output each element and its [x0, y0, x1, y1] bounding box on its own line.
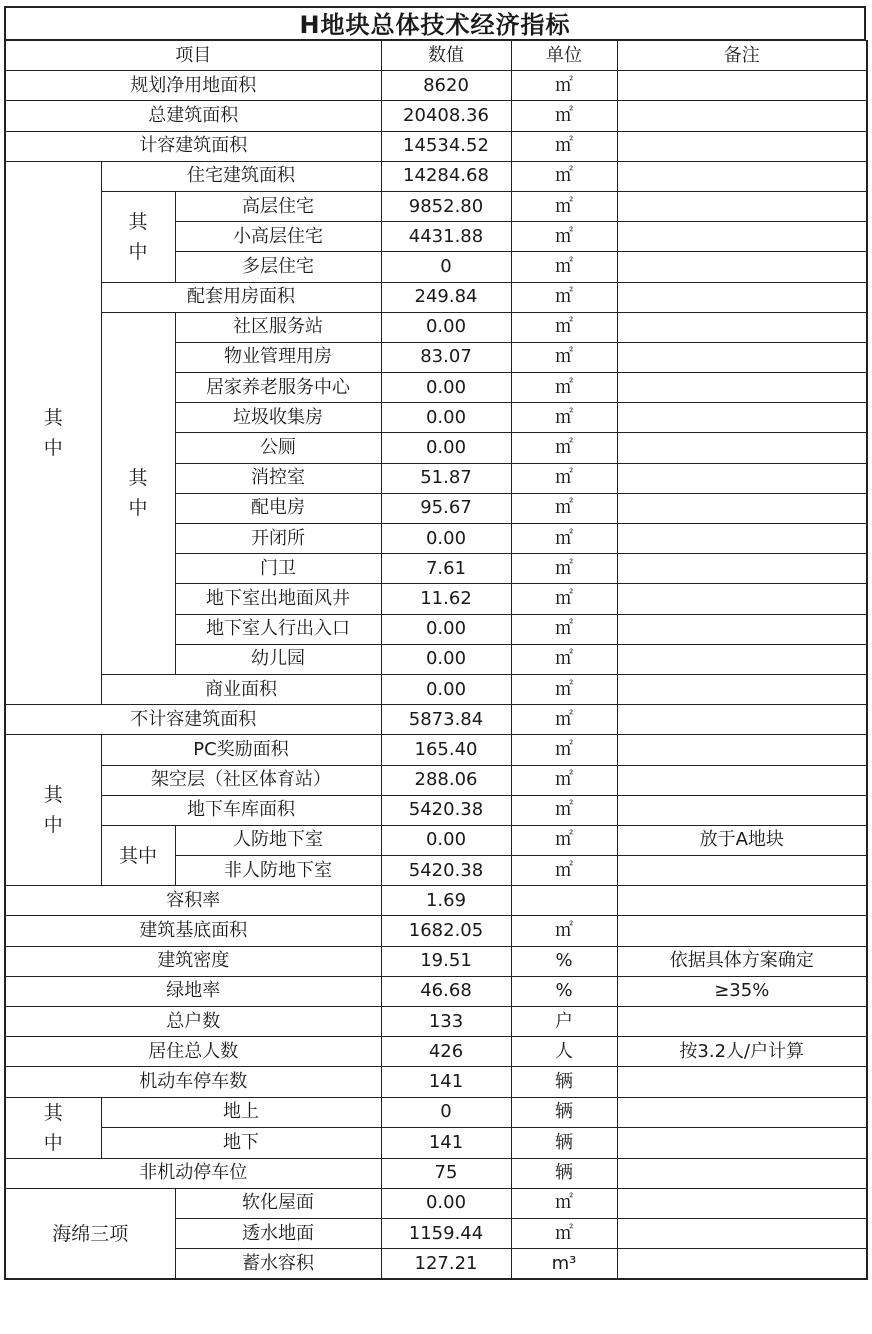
table-row	[5, 825, 867, 855]
row-unit: ㎡	[511, 252, 617, 282]
row-value: 288.06	[381, 765, 511, 795]
row-value: 5873.84	[381, 705, 511, 735]
row-value: 0.00	[381, 825, 511, 855]
row-note	[617, 644, 867, 674]
row-unit: ㎡	[511, 433, 617, 463]
row-value: 0.00	[381, 312, 511, 342]
row-label: 地下室出地面风井	[175, 584, 381, 614]
header-value: 数值	[381, 41, 511, 71]
row-value: 20408.36	[381, 101, 511, 131]
row-value: 0.00	[381, 1188, 511, 1218]
row-label: 垃圾收集房	[175, 403, 381, 433]
table-row	[5, 765, 867, 795]
row-value: 19.51	[381, 946, 511, 976]
row-unit: %	[511, 976, 617, 1006]
table-row	[5, 131, 867, 161]
row-note	[617, 795, 867, 825]
row-value: 0	[381, 252, 511, 282]
row-note	[617, 493, 867, 523]
row-label: 非人防地下室	[175, 856, 381, 886]
row-note: 按3.2人/户计算	[617, 1037, 867, 1067]
row-unit: ㎡	[511, 795, 617, 825]
row-note	[617, 886, 867, 916]
row-unit	[511, 886, 617, 916]
row-unit: ㎡	[511, 191, 617, 221]
row-value: 165.40	[381, 735, 511, 765]
table-row	[5, 674, 867, 704]
row-label: 小高层住宅	[175, 222, 381, 252]
row-note	[617, 1158, 867, 1188]
table-row	[5, 946, 867, 976]
row-note	[617, 101, 867, 131]
row-value: 0.00	[381, 403, 511, 433]
row-value: 0	[381, 1097, 511, 1128]
row-note	[617, 71, 867, 101]
row-note	[617, 916, 867, 946]
table-title: H地块总体技术经济指标	[4, 6, 866, 40]
row-note	[617, 765, 867, 795]
row-label: 人防地下室	[175, 825, 381, 855]
row-unit: ㎡	[511, 825, 617, 855]
row-value: 75	[381, 1158, 511, 1188]
group-sponge: 海绵三项	[5, 1188, 175, 1279]
row-value: 0.00	[381, 373, 511, 403]
group-a: 其 中	[5, 161, 101, 704]
row-value: 1.69	[381, 886, 511, 916]
row-unit: ㎡	[511, 101, 617, 131]
table-row	[5, 1067, 867, 1097]
row-value: 5420.38	[381, 856, 511, 886]
row-label: 居住总人数	[5, 1037, 381, 1067]
table-row	[5, 1007, 867, 1037]
table-row	[5, 1037, 867, 1067]
row-note	[617, 463, 867, 493]
row-value: 0.00	[381, 644, 511, 674]
row-value: 1682.05	[381, 916, 511, 946]
row-label: 地下	[101, 1128, 381, 1159]
row-unit: ㎡	[511, 131, 617, 161]
table-row	[5, 1158, 867, 1188]
row-value: 5420.38	[381, 795, 511, 825]
row-value: 46.68	[381, 976, 511, 1006]
row-label: 配电房	[175, 493, 381, 523]
row-note	[617, 342, 867, 372]
row-value: 141	[381, 1067, 511, 1097]
group-b1: 其中	[101, 825, 175, 885]
table-row	[5, 101, 867, 131]
row-note	[617, 1249, 867, 1280]
header-unit: 单位	[511, 41, 617, 71]
row-unit: ㎡	[511, 1188, 617, 1218]
row-unit: 辆	[511, 1067, 617, 1097]
row-label: 住宅建筑面积	[101, 161, 381, 191]
row-note	[617, 403, 867, 433]
row-label: 社区服务站	[175, 312, 381, 342]
row-unit: ㎡	[511, 554, 617, 584]
row-value: 0.00	[381, 614, 511, 644]
row-value: 8620	[381, 71, 511, 101]
row-note	[617, 1218, 867, 1248]
row-unit: %	[511, 946, 617, 976]
row-note: 放于A地块	[617, 825, 867, 855]
table-row	[5, 312, 867, 342]
row-note	[617, 1188, 867, 1218]
table-row	[5, 976, 867, 1006]
row-note	[617, 524, 867, 554]
row-unit: ㎡	[511, 644, 617, 674]
row-value: 127.21	[381, 1249, 511, 1280]
row-value: 14534.52	[381, 131, 511, 161]
row-unit: ㎡	[511, 71, 617, 101]
table-row	[5, 1097, 867, 1128]
row-value: 14284.68	[381, 161, 511, 191]
row-label: 容积率	[5, 886, 381, 916]
row-note: 依据具体方案确定	[617, 946, 867, 976]
row-label: 总户数	[5, 1007, 381, 1037]
table-row	[5, 1188, 867, 1218]
row-value: 249.84	[381, 282, 511, 312]
row-unit: ㎡	[511, 765, 617, 795]
row-note	[617, 705, 867, 735]
table-row	[5, 191, 867, 221]
table-row	[5, 71, 867, 101]
group-a1: 其 中	[101, 191, 175, 282]
table-row	[5, 161, 867, 191]
row-label: 地下室人行出入口	[175, 614, 381, 644]
row-label: 机动车停车数	[5, 1067, 381, 1097]
row-value: 9852.80	[381, 191, 511, 221]
row-label: 不计容建筑面积	[5, 705, 381, 735]
row-unit: 人	[511, 1037, 617, 1067]
row-label: 门卫	[175, 554, 381, 584]
table-row	[5, 795, 867, 825]
row-note	[617, 1097, 867, 1128]
row-note	[617, 282, 867, 312]
row-label: 物业管理用房	[175, 342, 381, 372]
row-value: 0.00	[381, 674, 511, 704]
header-note: 备注	[617, 41, 867, 71]
row-unit: ㎡	[511, 614, 617, 644]
row-label: 居家养老服务中心	[175, 373, 381, 403]
row-unit: ㎡	[511, 222, 617, 252]
row-label: 高层住宅	[175, 191, 381, 221]
group-c: 其 中	[5, 1097, 101, 1158]
row-unit: ㎡	[511, 312, 617, 342]
indicator-table	[4, 40, 868, 1280]
row-label: 公厕	[175, 433, 381, 463]
row-label: 地上	[101, 1097, 381, 1128]
row-unit: m³	[511, 1249, 617, 1280]
row-unit: ㎡	[511, 856, 617, 886]
row-note	[617, 674, 867, 704]
table-row	[5, 916, 867, 946]
row-note	[617, 1128, 867, 1159]
row-value: 426	[381, 1037, 511, 1067]
row-note	[617, 252, 867, 282]
row-note	[617, 191, 867, 221]
row-value: 51.87	[381, 463, 511, 493]
row-value: 4431.88	[381, 222, 511, 252]
row-value: 1159.44	[381, 1218, 511, 1248]
table-row	[5, 735, 867, 765]
row-label: 软化屋面	[175, 1188, 381, 1218]
row-note	[617, 614, 867, 644]
group-a2: 其 中	[101, 312, 175, 674]
table-row	[5, 1128, 867, 1159]
row-label: 幼儿园	[175, 644, 381, 674]
row-unit: ㎡	[511, 463, 617, 493]
row-label: 规划净用地面积	[5, 71, 381, 101]
row-note	[617, 584, 867, 614]
group-b: 其 中	[5, 735, 101, 886]
row-unit: ㎡	[511, 916, 617, 946]
indicator-sheet	[4, 6, 866, 1280]
row-note	[617, 373, 867, 403]
row-label: 多层住宅	[175, 252, 381, 282]
row-unit: ㎡	[511, 584, 617, 614]
row-label: 建筑密度	[5, 946, 381, 976]
row-label: 透水地面	[175, 1218, 381, 1248]
row-label: 架空层（社区体育站）	[101, 765, 381, 795]
row-value: 0.00	[381, 524, 511, 554]
row-note	[617, 161, 867, 191]
row-unit: ㎡	[511, 674, 617, 704]
row-value: 7.61	[381, 554, 511, 584]
row-value: 133	[381, 1007, 511, 1037]
row-unit: ㎡	[511, 524, 617, 554]
row-unit: ㎡	[511, 342, 617, 372]
row-note	[617, 856, 867, 886]
row-label: 蓄水容积	[175, 1249, 381, 1280]
row-note	[617, 735, 867, 765]
row-value: 11.62	[381, 584, 511, 614]
row-note	[617, 433, 867, 463]
row-value: 141	[381, 1128, 511, 1159]
row-unit: ㎡	[511, 282, 617, 312]
table-row	[5, 705, 867, 735]
row-note	[617, 554, 867, 584]
row-label: 总建筑面积	[5, 101, 381, 131]
row-label: 计容建筑面积	[5, 131, 381, 161]
row-label: 建筑基底面积	[5, 916, 381, 946]
row-note	[617, 222, 867, 252]
row-unit: ㎡	[511, 161, 617, 191]
row-note	[617, 312, 867, 342]
row-unit: 辆	[511, 1128, 617, 1159]
row-unit: ㎡	[511, 1218, 617, 1248]
row-unit: ㎡	[511, 735, 617, 765]
row-unit: 辆	[511, 1158, 617, 1188]
row-value: 0.00	[381, 433, 511, 463]
row-value: 83.07	[381, 342, 511, 372]
row-unit: ㎡	[511, 705, 617, 735]
row-label: 商业面积	[101, 674, 381, 704]
row-unit: ㎡	[511, 373, 617, 403]
row-unit: 辆	[511, 1097, 617, 1128]
row-label: 消控室	[175, 463, 381, 493]
table-row	[5, 282, 867, 312]
row-note	[617, 1067, 867, 1097]
row-label: 配套用房面积	[101, 282, 381, 312]
row-label: PC奖励面积	[101, 735, 381, 765]
row-value: 95.67	[381, 493, 511, 523]
row-unit: ㎡	[511, 493, 617, 523]
row-label: 开闭所	[175, 524, 381, 554]
header-item: 项目	[5, 41, 381, 71]
row-label: 绿地率	[5, 976, 381, 1006]
row-note	[617, 1007, 867, 1037]
row-unit: ㎡	[511, 403, 617, 433]
header-row	[5, 41, 867, 71]
row-unit: 户	[511, 1007, 617, 1037]
table-row	[5, 886, 867, 916]
row-note	[617, 131, 867, 161]
row-label: 非机动停车位	[5, 1158, 381, 1188]
row-note: ≥35%	[617, 976, 867, 1006]
row-label: 地下车库面积	[101, 795, 381, 825]
